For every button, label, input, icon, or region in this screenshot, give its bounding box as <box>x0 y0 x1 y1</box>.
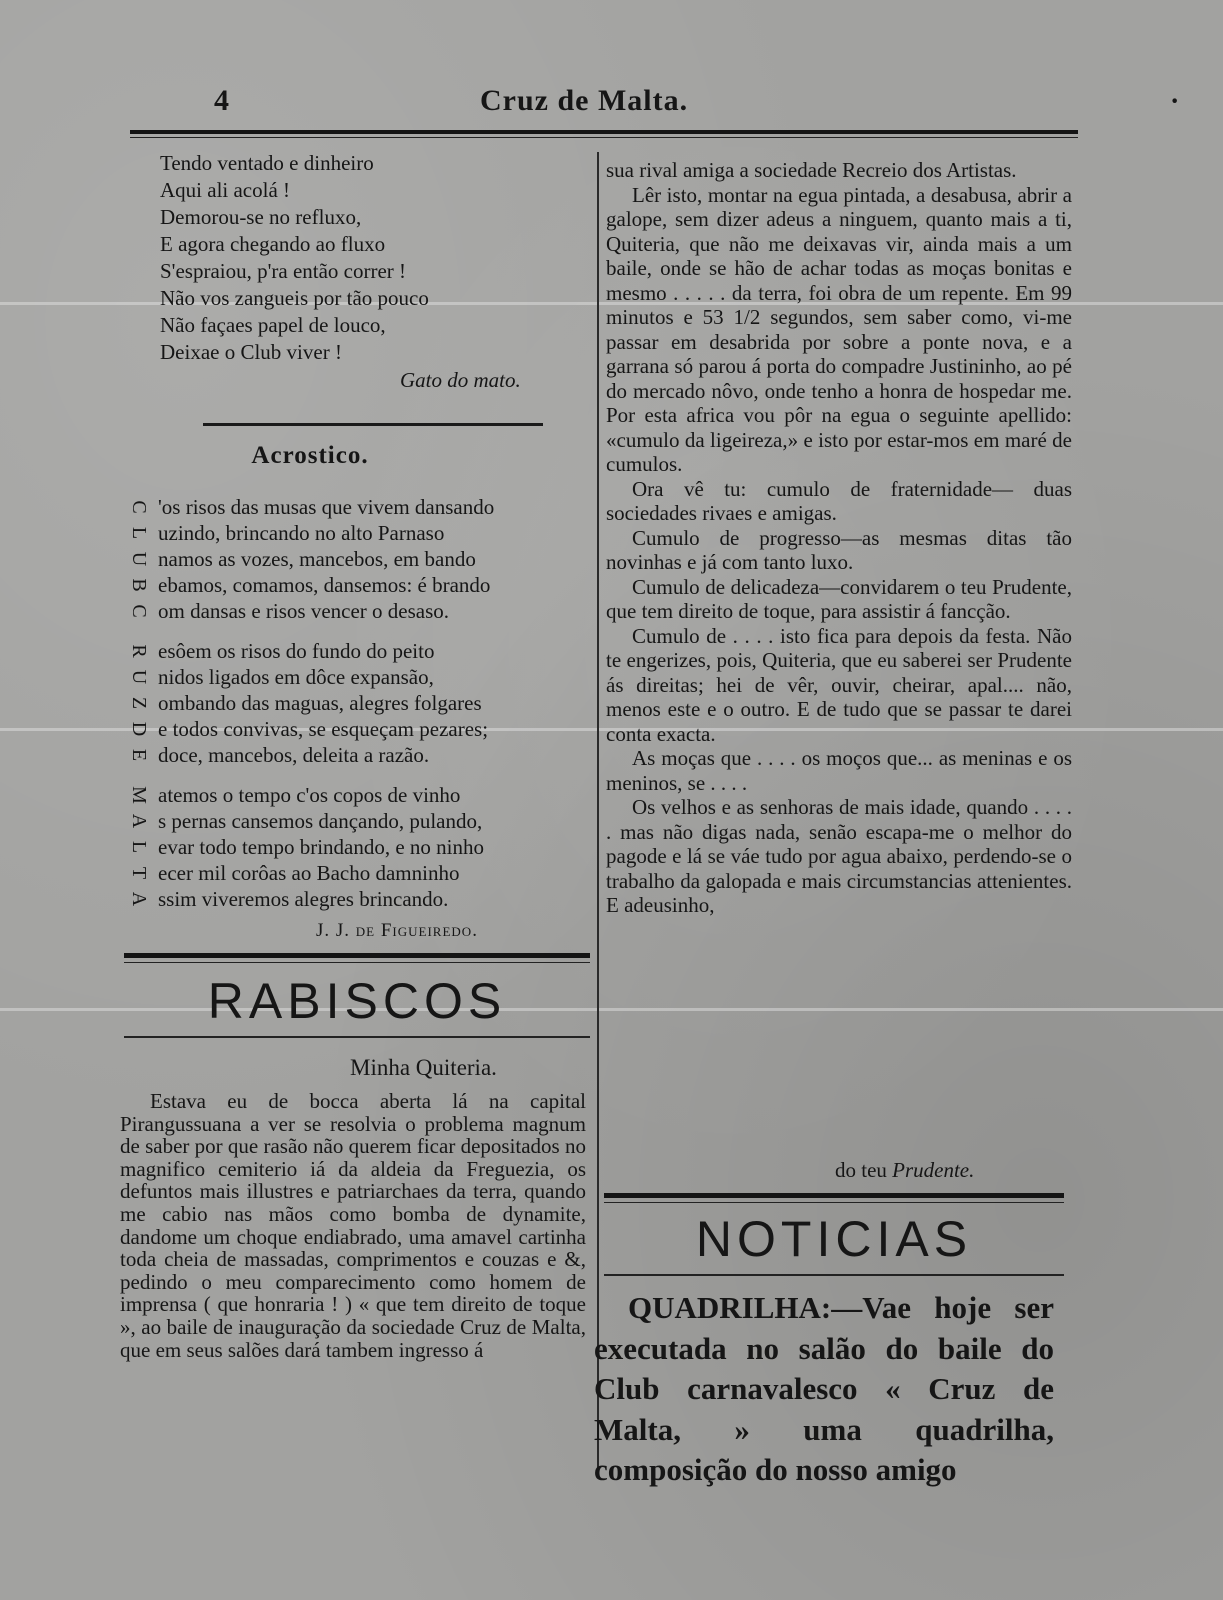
letter-greeting: Minha Quiteria. <box>350 1055 497 1080</box>
acrostic-signature: J. J. de Figueiredo. <box>316 920 478 941</box>
acrostic-initial: C <box>128 604 150 618</box>
section-rule-bottom <box>604 1274 1064 1276</box>
acrostic-text: ebamos, comamos, dansemos: é brando <box>158 573 491 597</box>
poem-line: E agora chegando ao fluxo <box>160 232 386 256</box>
acrostic-text: 'os risos das musas que vivem dansando <box>158 495 495 519</box>
rabiscos-heading: RABISCOS <box>207 973 507 1029</box>
acrostic-initial: C <box>128 500 150 514</box>
acrostic-line <box>126 664 494 690</box>
acrostic-line <box>126 494 494 520</box>
acrostic-initial: U <box>128 551 150 567</box>
acrostic-text: atemos o tempo c'os copos de vinho <box>158 783 461 807</box>
letter-continuation <box>606 158 1072 918</box>
page-number: 4 <box>214 84 229 117</box>
acrostic-initial: R <box>128 644 150 658</box>
acrostic-initial: D <box>128 721 150 737</box>
acrostic-text: namos as vozes, mancebos, em bando <box>158 547 476 571</box>
noticias-paragraph: QUADRILHA:—Vae hoje ser executada no salão do baile do Club carnavalesco « Cruz de Malta, » uma quadrilha, composição do nosso amigo <box>594 1290 1054 1487</box>
acrostic-initial: L <box>128 840 150 854</box>
divider-rule <box>203 423 543 426</box>
acrostic-line <box>126 690 494 716</box>
poem-line: Não vos zangueis por tão pouco <box>160 286 429 310</box>
acrostic-line <box>126 808 494 834</box>
section-rule <box>604 1193 1064 1198</box>
acrostic-initial: Z <box>128 696 150 710</box>
acrostic-initial: E <box>128 748 150 762</box>
poem-line: Aqui ali acolá ! <box>160 178 291 202</box>
margin-mark: · <box>1170 86 1180 117</box>
acrostic-line <box>126 546 494 572</box>
acrostic-initial: T <box>128 866 150 880</box>
acrostic-text: evar todo tempo brindando, e no ninho <box>158 835 485 859</box>
acrostic-line <box>126 638 494 664</box>
acrostic-line <box>126 834 494 860</box>
letter-paragraph: Lêr isto, montar na egua pintada, a desabusa, abrir a galope, sem dizer adeus a ninguem, quanto mais a ti, Quiteria, que não me deixavas vir, ainda mais a um baile, onde se hão de achar todas as moças bonitas e mesmo . . . . . da terra, foi obra de um repente. Em 99 minutos e 53 1/2 segundos, sem saber como, vi-me passar em desabrida por sobre a ponte nova, e a garrana só parou á porta do compadre Justininho, ao pé do mercado nôvo, onde tenho a honra de hospedar me. Por esta africa vou pôr na egua o seguinte apellido: «cumulo da ligeireza,» e isto por estar-mos em maré de cumulos. <box>606 182 1072 476</box>
acrostic-initial: A <box>128 891 150 907</box>
acrostic-text: ombando das maguas, alegres folgares <box>158 691 482 715</box>
acrostic-title: Acrostico. <box>251 442 369 469</box>
acrostic-line <box>126 742 494 768</box>
letter-signature <box>835 1158 974 1183</box>
letter-paragraph: sua rival amiga a sociedade Recreio dos Artistas. <box>606 158 1017 182</box>
poem-line: Não façaes papel de louco, <box>160 313 386 337</box>
letter-paragraph: Cumulo de progresso—as mesmas ditas tão novinhas e já com tanto luxo. <box>606 525 1072 574</box>
poem-line: S'espraiou, p'ra então correr ! <box>160 259 407 283</box>
section-rule-thin <box>604 1202 1064 1203</box>
acrostic-text: uzindo, brincando no alto Parnaso <box>158 521 445 545</box>
acrostic-text: nidos ligados em dôce expansão, <box>158 665 434 689</box>
noticias-heading: NOTICIAS <box>695 1211 973 1267</box>
header-rule <box>130 130 1078 134</box>
poem-line: Demorou-se no refluxo, <box>160 205 362 229</box>
poem-line: Tendo ventado e dinheiro <box>160 151 374 175</box>
acrostic-text: e todos convivas, se esqueçam pezares; <box>158 717 489 741</box>
signature-name: Prudente. <box>892 1158 975 1182</box>
acrostic-initial: A <box>128 813 150 829</box>
acrostic-initial: L <box>128 526 150 540</box>
poem <box>160 150 429 366</box>
acrostic-text: om dansas e risos vencer o desaso. <box>158 599 450 623</box>
acrostic-initial: U <box>128 669 150 685</box>
poem-signature: Gato do mato. <box>400 368 521 392</box>
acrostic-text: doce, mancebos, deleita a razão. <box>158 743 430 767</box>
poem-line: Deixae o Club viver ! <box>160 340 342 364</box>
acrostic-line <box>126 598 494 624</box>
signature-prefix: do teu <box>835 1158 887 1182</box>
acrostic-line <box>126 860 494 886</box>
acrostic-line <box>126 782 494 808</box>
letter-paragraph: Os velhos e as senhoras de mais idade, quando . . . . . mas não digas nada, senão escapa-me o melhor do pagode e lá se váe tudo por agua abaixo, perdendo-se o trabalho da galopada e mais circumstancias attenientes. E adeusinho, <box>606 795 1072 917</box>
acrostic-text: ecer mil corôas ao Bacho damninho <box>158 861 460 885</box>
acrostic-line <box>126 572 494 598</box>
acrostic-text: ssim viveremos alegres brincando. <box>158 887 449 911</box>
section-rule-thin <box>124 962 590 963</box>
letter-paragraph: As moças que . . . . os moços que... as meninas e os meninos, se . . . . <box>606 746 1072 795</box>
section-rule-bottom <box>124 1036 590 1038</box>
newspaper-title: Cruz de Malta. <box>480 84 689 117</box>
acrostic-line <box>126 716 494 742</box>
letter-paragraph: Ora vê tu: cumulo de fraternidade— duas sociedades rivaes e amigas. <box>606 476 1072 525</box>
acrostic-initial: M <box>128 786 150 804</box>
acrostic-line <box>126 520 494 546</box>
letter-paragraph: Cumulo de . . . . isto fica para depois da festa. Não te engerizes, pois, Quiteria, que eu saberei ser Prudente ás direitas; hei de vêr, ouvir, cheirar, apal.... não, menos este e o outro. E de tudo que se passar te darei conta exacta. <box>606 623 1072 746</box>
letter-paragraph: Cumulo de delicadeza—convidarem o teu Prudente, que tem direito de toque, para assistir á fancção. <box>606 574 1072 623</box>
header-rule-thin <box>130 137 1078 138</box>
acrostic-body <box>126 494 494 912</box>
acrostic-initial: B <box>128 578 150 592</box>
acrostic-text: s pernas cansemos dançando, pulando, <box>158 809 483 833</box>
acrostic-text: esôem os risos do fundo do peito <box>158 639 435 663</box>
acrostic-line <box>126 886 494 912</box>
section-rule <box>124 953 590 958</box>
rabiscos-paragraph: Estava eu de bocca aberta lá na capital Pirangussuana a ver se resolvia o problema magnum de saber por que rasão não querem ficar depositados no magnifico cemiterio iá da aldeia da Freguezia, os defuntos mais illustres e patriarchaes da terra, quando me cabio nas mãos como bomba de dynamite, dandome um choque endiabrado, uma amavel cartinha toda cheia de massadas, comprimentos e couzas e &, pedindo o meu comparecimento como homem de imprensa ( que honraria ! ) « que tem direito de toque », ao baile de inauguração da sociedade Cruz de Malta, que em seus salões dará tambem ingresso á <box>120 1089 586 1362</box>
column-divider <box>597 152 599 1472</box>
